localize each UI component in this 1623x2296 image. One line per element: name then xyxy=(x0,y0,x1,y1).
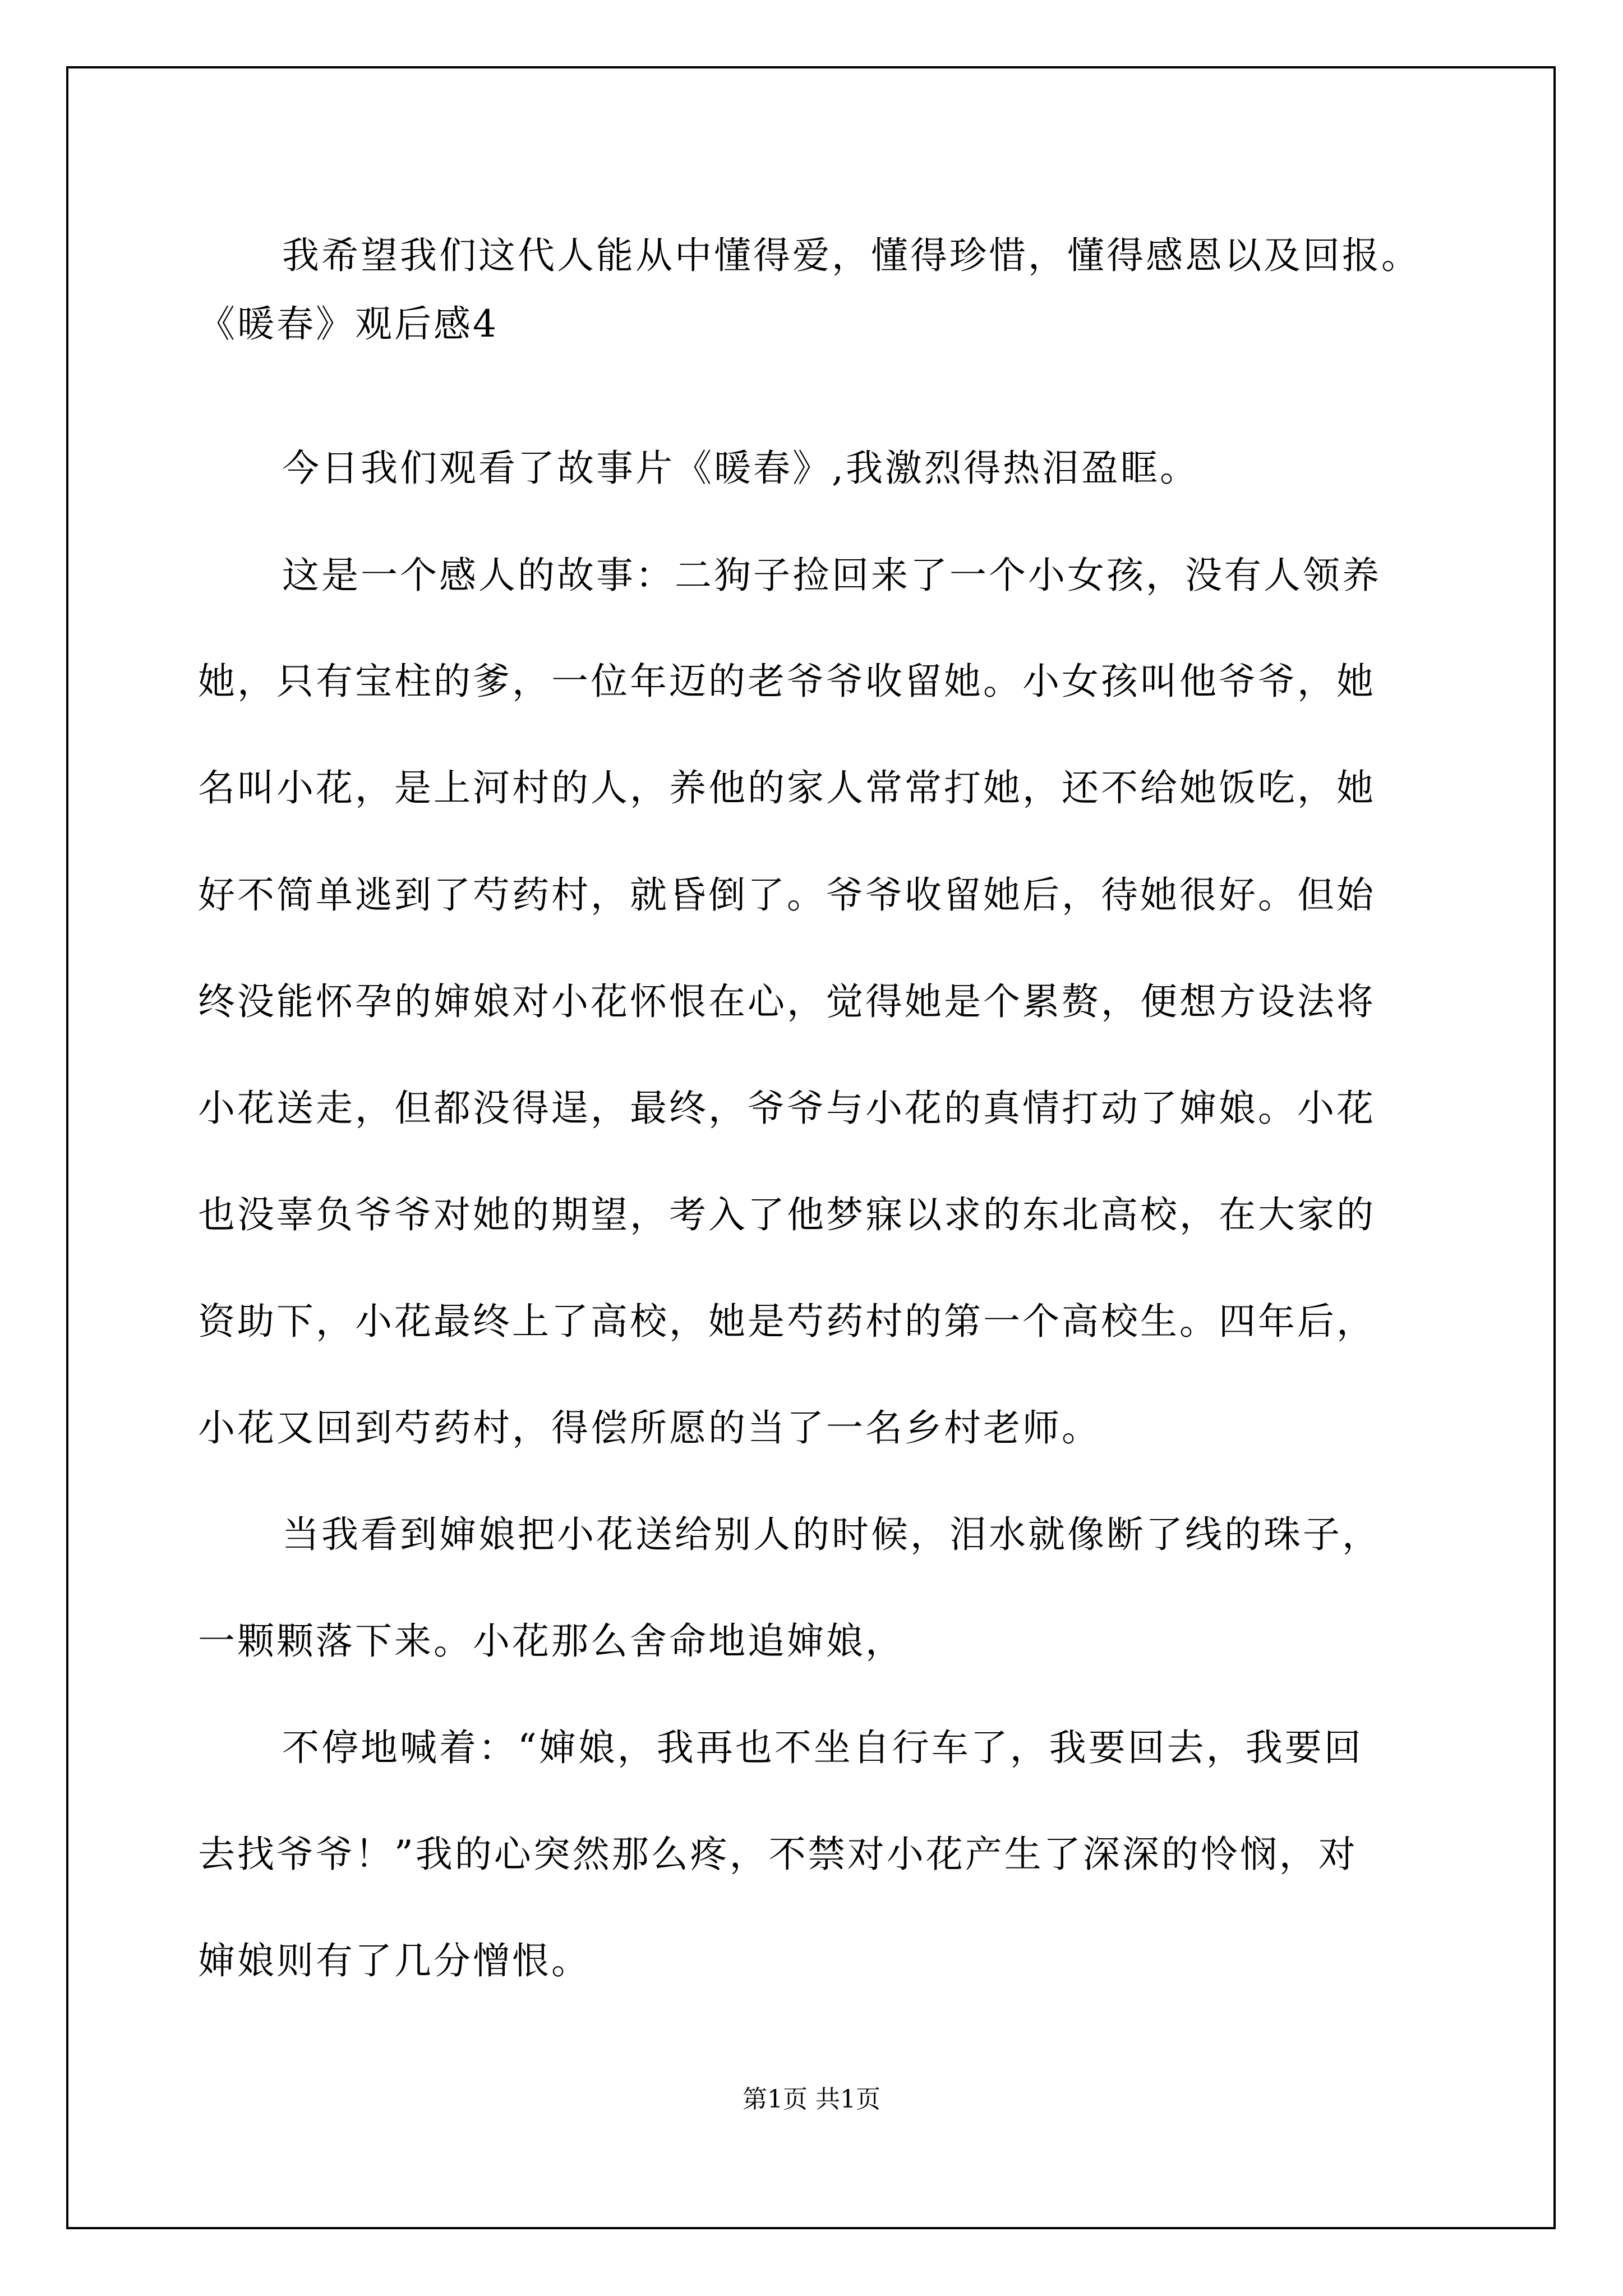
paragraph-line: 好不简单逃到了芍药村，就昏倒了。爷爷收留她后，待她很好。但始 xyxy=(198,873,1376,917)
paragraph-line: 不停地喊着：“婶娘，我再也不坐自行车了，我要回去，我要回 xyxy=(282,1726,1363,1769)
page-border xyxy=(66,66,1556,2229)
paragraph-line: 我希望我们这代人能从中懂得爱，懂得珍惜，懂得感恩以及回报。 xyxy=(282,234,1421,277)
page-footer: 第1页 共1页 xyxy=(743,2085,880,2114)
section-title: 《暖春》观后感4 xyxy=(198,302,499,346)
paragraph-line: 终没能怀孕的婶娘对小花怀恨在心，觉得她是个累赘，便想方设法将 xyxy=(198,980,1376,1023)
paragraph-line: 今日我们观看了故事片《暖春》,我激烈得热泪盈眶。 xyxy=(282,447,1199,490)
paragraph-line: 去找爷爷！”我的心突然那么疼，不禁对小花产生了深深的怜悯，对 xyxy=(198,1833,1358,1876)
paragraph-line: 这是一个感人的故事：二狗子捡回来了一个小女孩，没有人领养 xyxy=(282,554,1381,597)
paragraph-line: 小花又回到芍药村，得偿所愿的当了一名乡村老师。 xyxy=(198,1406,1101,1450)
paragraph-line: 婶娘则有了几分憎恨。 xyxy=(198,1939,591,1982)
paragraph-line: 名叫小花，是上河村的人，养他的家人常常打她，还不给她饭吃，她 xyxy=(198,766,1376,809)
paragraph-line: 当我看到婶娘把小花送给别人的时候，泪水就像断了线的珠子， xyxy=(282,1513,1381,1556)
paragraph-line: 资助下，小花最终上了高校，她是芍药村的第一个高校生。四年后， xyxy=(198,1300,1376,1343)
paragraph-line: 小花送走，但都没得逞，最终，爷爷与小花的真情打动了婶娘。小花 xyxy=(198,1087,1376,1130)
paragraph-line: 她，只有宝柱的爹，一位年迈的老爷爷收留她。小女孩叫他爷爷，她 xyxy=(198,660,1376,703)
paragraph-line: 也没辜负爷爷对她的期望，考入了他梦寐以求的东北高校，在大家的 xyxy=(198,1193,1376,1236)
paragraph-line: 一颗颗落下来。小花那么舍命地追婶娘， xyxy=(198,1619,905,1663)
